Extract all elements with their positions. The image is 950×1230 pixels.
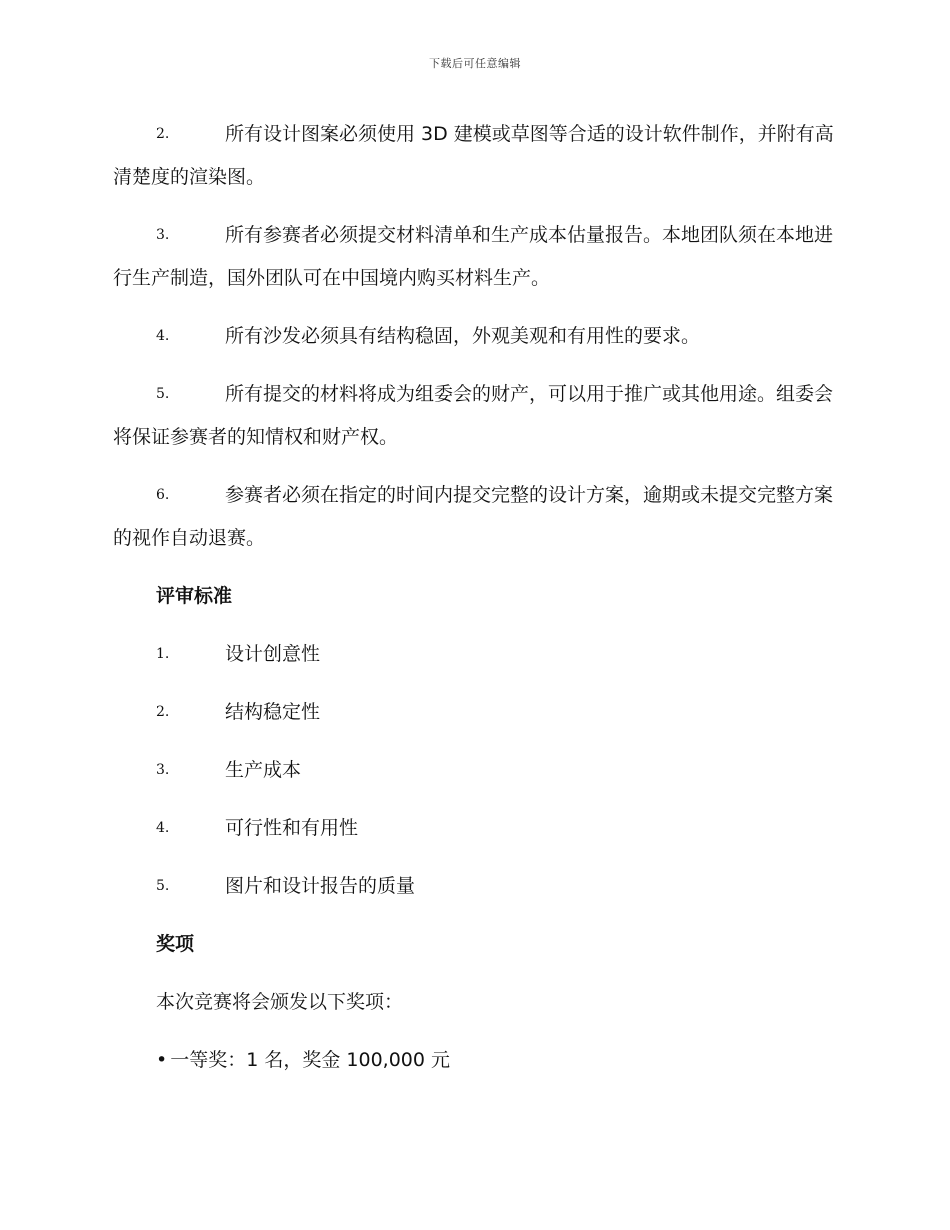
criteria-text: 可行性和有用性 xyxy=(225,817,359,839)
rule-item-4 xyxy=(113,315,838,358)
document-body xyxy=(113,113,838,1082)
award-item xyxy=(113,1039,838,1082)
criteria-text: 设计创意性 xyxy=(225,643,321,665)
rule-item-5 xyxy=(113,373,838,459)
rule-item-3 xyxy=(113,214,838,300)
rule-text: 参赛者必须在指定的时间内提交完整的设计方案，逾期或未提交完整方案的视作自动退赛。 xyxy=(113,484,834,549)
criteria-number: 5. xyxy=(156,878,170,894)
criteria-item xyxy=(113,865,838,908)
criteria-item xyxy=(113,691,838,734)
criteria-heading: 评审标准 xyxy=(156,585,233,607)
criteria-text: 生产成本 xyxy=(225,759,302,781)
criteria-number: 4. xyxy=(156,820,170,836)
criteria-text: 图片和设计报告的质量 xyxy=(225,875,416,897)
rule-text: 所有提交的材料将成为组委会的财产，可以用于推广或其他用途。组委会将保证参赛者的知情权和财产权。 xyxy=(113,383,834,448)
rule-number: 4. xyxy=(156,328,170,344)
criteria-item xyxy=(113,633,838,676)
rule-number: 6. xyxy=(156,487,170,503)
rule-text: 所有参赛者必须提交材料清单和生产成本估量报告。本地团队须在本地进行生产制造，国外团队可在中国境内购买材料生产。 xyxy=(113,224,834,289)
page-header: 下载后可任意编辑 xyxy=(429,57,521,70)
criteria-number: 3. xyxy=(156,762,170,778)
criteria-item xyxy=(113,807,838,850)
criteria-item xyxy=(113,749,838,792)
criteria-text: 结构稳定性 xyxy=(225,701,321,723)
rule-text: 所有设计图案必须使用 3D 建模或草图等合适的设计软件制作，并附有高清楚度的渲染图。 xyxy=(113,123,834,188)
rule-number: 2. xyxy=(156,126,170,142)
rule-number: 5. xyxy=(156,386,170,402)
awards-heading: 奖项 xyxy=(156,933,195,955)
rule-item-6 xyxy=(113,474,838,560)
criteria-number: 1. xyxy=(156,646,170,662)
award-text: 一等奖：1 名，奖金 100,000 元 xyxy=(170,1049,450,1071)
rule-text: 所有沙发必须具有结构稳固，外观美观和有用性的要求。 xyxy=(225,325,701,347)
rule-number: 3. xyxy=(156,227,170,243)
criteria-number: 2. xyxy=(156,704,170,720)
bullet-icon: • xyxy=(156,1049,168,1071)
awards-intro: 本次竞赛将会颁发以下奖项： xyxy=(156,991,404,1013)
rule-item-2 xyxy=(113,113,838,199)
